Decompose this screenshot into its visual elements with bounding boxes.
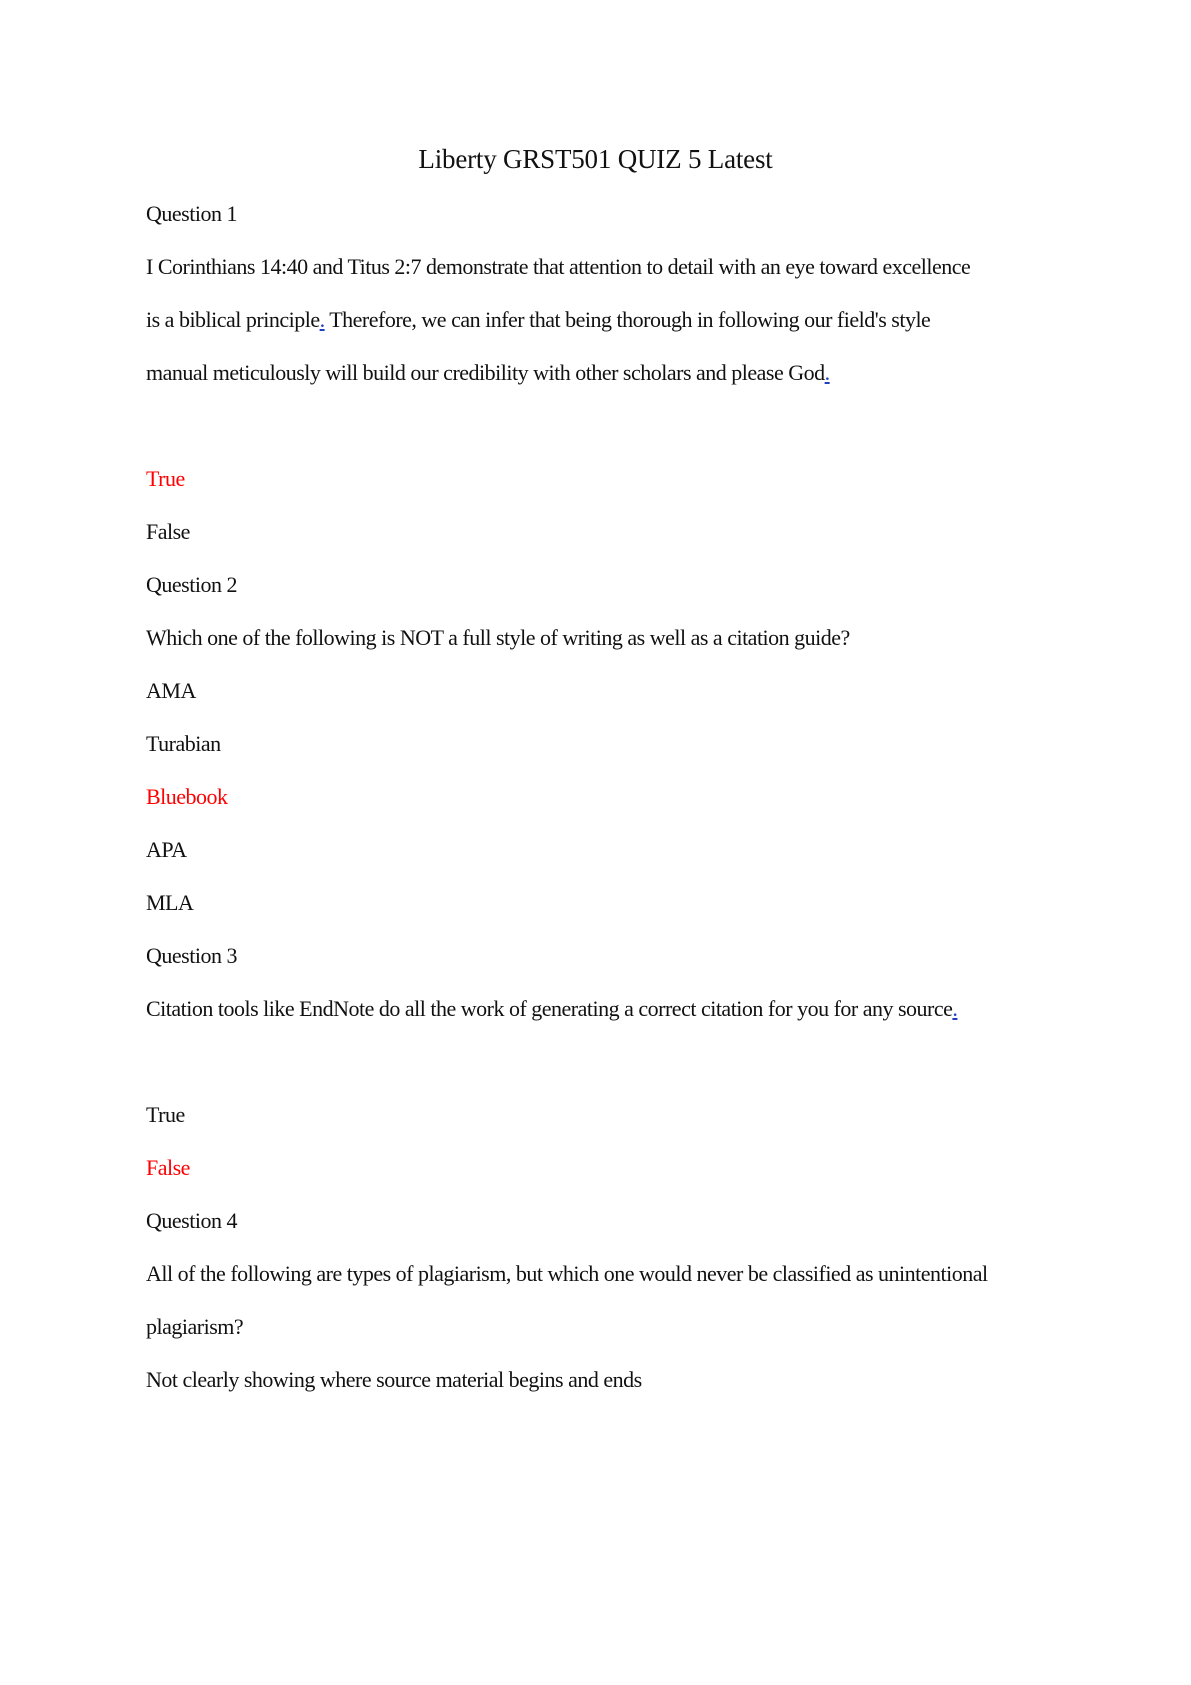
question-1-prompt-line-2-text: is a biblical principle xyxy=(146,307,320,332)
question-1-label: Question 1 xyxy=(146,201,237,226)
question-3-option-false: False xyxy=(146,1155,190,1180)
question-2-option-apa: APA xyxy=(146,837,187,862)
question-3-label: Question 3 xyxy=(146,943,237,968)
question-2-option-ama: AMA xyxy=(146,678,196,703)
question-2-prompt: Which one of the following is NOT a full style of writing as well as a citation guide? xyxy=(146,625,850,650)
question-1-link-mark-end[interactable]: . xyxy=(824,360,830,385)
question-3-prompt-text: Citation tools like EndNote do all the work of generating a correct citation for you for any source xyxy=(146,996,953,1021)
question-4-prompt-line-1: All of the following are types of plagiarism, but which one would never be classified as unintentional xyxy=(146,1261,988,1286)
question-4-label: Question 4 xyxy=(146,1208,237,1233)
question-1-prompt-line-1: I Corinthians 14:40 and Titus 2:7 demonstrate that attention to detail with an eye toward excellence xyxy=(146,254,971,279)
question-3-link-mark[interactable]: . xyxy=(952,996,958,1021)
question-1-option-false: False xyxy=(146,519,190,544)
question-1-prompt-line-2 xyxy=(146,305,930,335)
question-1-option-true: True xyxy=(146,466,185,491)
question-2-label: Question 2 xyxy=(146,572,237,597)
question-1-prompt-line-3-text: manual meticulously will build our credibility with other scholars and please God xyxy=(146,360,825,385)
question-4-option-1: Not clearly showing where source material begins and ends xyxy=(146,1367,642,1392)
question-3-prompt xyxy=(146,994,957,1024)
question-1-prompt-line-2-rest: Therefore, we can infer that being thorough in following our field's style xyxy=(324,307,931,332)
question-4-prompt-line-2: plagiarism? xyxy=(146,1314,244,1339)
question-2-option-turabian: Turabian xyxy=(146,731,221,756)
question-1-prompt-line-3 xyxy=(146,358,830,388)
question-1-link-mark[interactable]: . xyxy=(319,307,325,332)
question-3-option-true: True xyxy=(146,1102,185,1127)
document-title: Liberty GRST501 QUIZ 5 Latest xyxy=(418,144,773,174)
question-2-option-bluebook: Bluebook xyxy=(146,784,228,809)
question-2-option-mla: MLA xyxy=(146,890,194,915)
